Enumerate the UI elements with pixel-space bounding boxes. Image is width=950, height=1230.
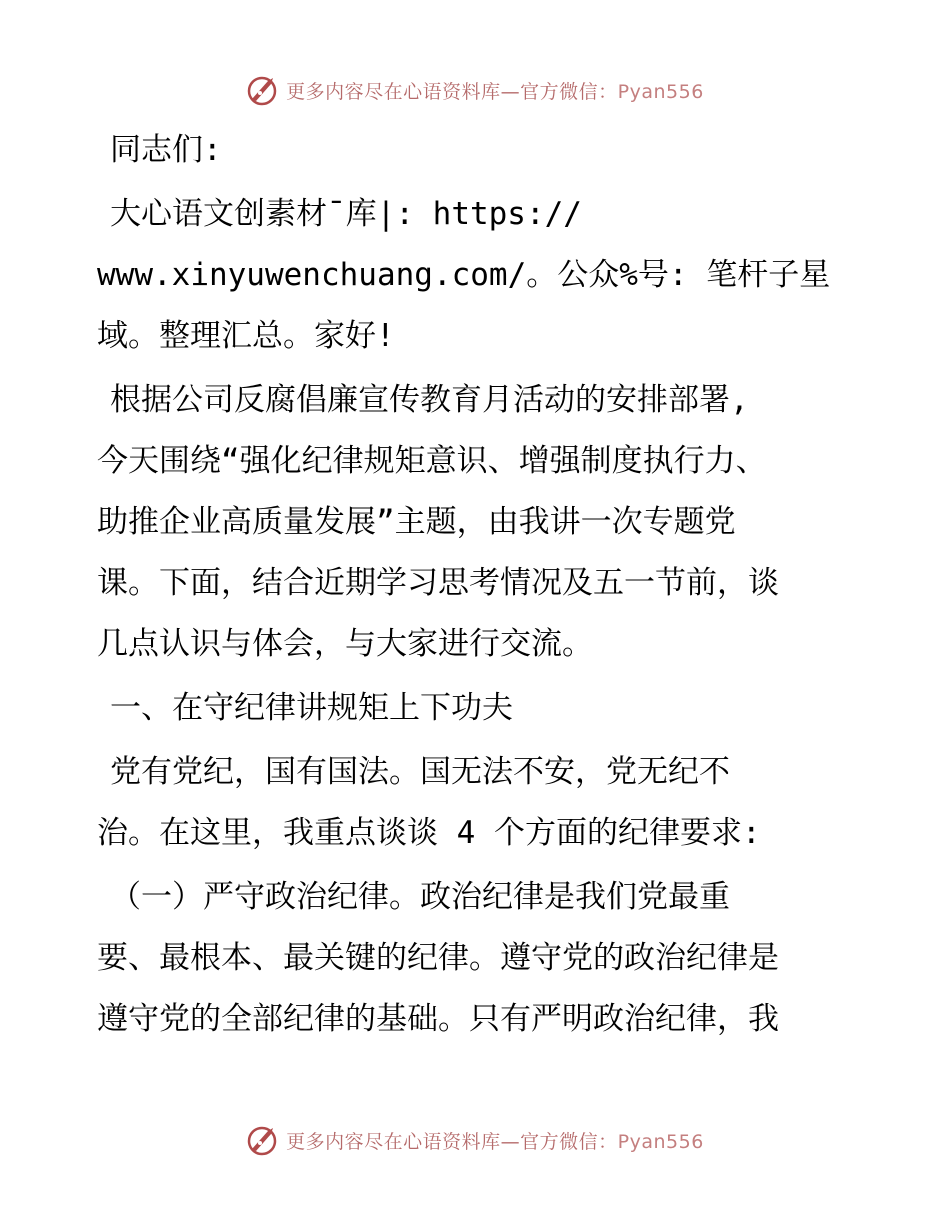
- paragraph-line: 域。整理汇总。家好!: [97, 318, 395, 354]
- paragraph-line: （一）严守政治纪律。政治纪律是我们党最重: [110, 879, 730, 915]
- paragraph: [97, 120, 857, 181]
- header-banner-text: [286, 77, 704, 104]
- paragraph-line: 今天围绕“强化纪律规矩意识、增强制度执行力、: [97, 443, 767, 479]
- paragraph-line: www.xinyuwenchuang.com/。公众%号: 笔杆子星: [97, 257, 831, 293]
- header-banner-label: 更多内容尽在心语资料库—官方微信：: [286, 80, 618, 103]
- paragraph-line: 课。下面，结合近期学习思考情况及五一节前，谈: [97, 565, 779, 601]
- footer-banner: [0, 1120, 950, 1160]
- header-wechat-id: Pyan556: [617, 80, 704, 103]
- paragraph-line: 遵守党的全部纪律的基础。只有严明政治纪律，我: [97, 1001, 779, 1037]
- document-body: [97, 120, 857, 1053]
- paragraph-line: 大心语文创素材¯库|: https://: [110, 196, 582, 232]
- paragraph-line: 助推企业高质量发展”主题，由我讲一次专题党: [97, 504, 736, 540]
- pen-nib-icon: [246, 73, 280, 107]
- paragraph: [97, 184, 857, 367]
- paragraph: [97, 370, 857, 675]
- paragraph: [97, 678, 857, 739]
- paragraph-line: 根据公司反腐倡廉宣传教育月活动的安排部署,: [110, 382, 749, 418]
- footer-wechat-id: Pyan556: [617, 1130, 704, 1153]
- footer-banner-label: 更多内容尽在心语资料库—官方微信：: [286, 1130, 618, 1153]
- paragraph-line: 几点认识与体会，与大家进行交流。: [97, 626, 593, 662]
- header-banner: [0, 70, 950, 110]
- paragraph-line: 要、最根本、最关键的纪律。遵守党的政治纪律是: [97, 940, 779, 976]
- paragraph-line: 党有党纪，国有国法。国无法不安，党无纪不: [110, 754, 730, 790]
- paragraph: [97, 867, 857, 1050]
- paragraph: [97, 742, 857, 864]
- footer-banner-text: [286, 1127, 704, 1154]
- pen-nib-icon: [246, 1123, 280, 1157]
- paragraph-line: 同志们:: [110, 132, 222, 168]
- paragraph-line: 治。在这里，我重点谈谈 4 个方面的纪律要求:: [97, 815, 761, 851]
- paragraph-line: 一、在守纪律讲规矩上下功夫: [110, 690, 513, 726]
